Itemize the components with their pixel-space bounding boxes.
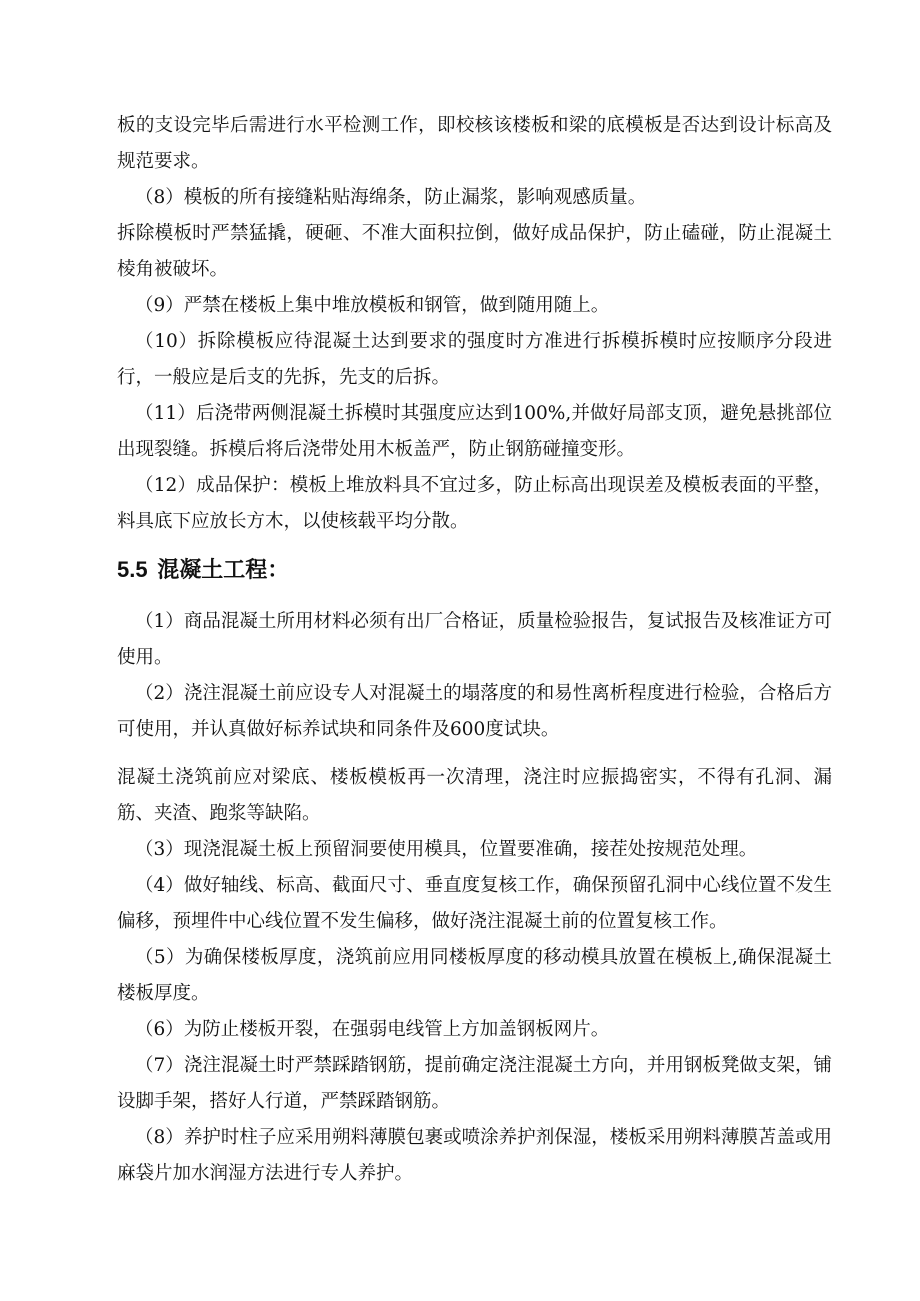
paragraph-formwork-leveling: 板的支设完毕后需进行水平检测工作，即校核该楼板和梁的底模板是否达到设计标高及规范要求。 (117, 115, 832, 172)
paragraph-item-8-sponge-strips: （8）模板的所有接缝粘贴海绵条，防止漏浆，影响观感质量。 (135, 187, 647, 208)
paragraph-formwork-removal: 拆除模板时严禁猛撬，硬砸、不准大面积拉倒，做好成品保护，防止磕碰，防止混凝土棱角被破坏。 (117, 223, 832, 280)
paragraph-item-11-post-pour-strip: （11）后浇带两侧混凝土拆模时其强度应达到100%,并做好局部支顶，避免悬挑部位出现裂缝。拆模后将后浇带处用木板盖严，防止钢筋碰撞变形。 (117, 403, 832, 460)
paragraph-concrete-cleaning: 混凝土浇筑前应对梁底、楼板模板再一次清理，浇注时应振捣密实，不得有孔洞、漏筋、夹渣、跑浆等缺陷。 (117, 767, 832, 824)
paragraph-concrete-item-5: （5）为确保楼板厚度，浇筑前应用同楼板厚度的移动模具放置在模板上,确保混凝土楼板厚度。 (117, 947, 832, 1004)
section-number: 5.5 (117, 557, 148, 582)
paragraph-concrete-item-6: （6）为防止楼板开裂，在强弱电线管上方加盖钢板网片。 (135, 1019, 610, 1040)
section-heading (117, 554, 832, 586)
paragraph-concrete-item-8: （8）养护时柱子应采用朔料薄膜包裹或喷涂养护剂保湿，楼板采用朔料薄膜苫盖或用麻袋片加水润湿方法进行专人养护。 (117, 1127, 832, 1184)
paragraph-item-12-product-protection: （12）成品保护：模板上堆放料具不宜过多，防止标高出现误差及模板表面的平整，料具底下应放长方木，以使核载平均分散。 (117, 475, 832, 532)
paragraph-concrete-item-3: （3）现浇混凝土板上预留洞要使用模具，位置要准确，接茬处按规范处理。 (135, 839, 758, 860)
section-title: 混凝土工程： (157, 557, 290, 583)
paragraph-item-10-removal-order: （10）拆除模板应待混凝土达到要求的强度时方准进行拆模拆模时应按顺序分段进行，一般应是后支的先拆，先支的后拆。 (117, 331, 832, 388)
document-body (117, 108, 832, 1192)
paragraph-concrete-item-7: （7）浇注混凝土时严禁踩踏钢筋，提前确定浇注混凝土方向，并用钢板凳做支架，铺设脚手架，搭好人行道，严禁踩踏钢筋。 (117, 1055, 832, 1112)
paragraph-concrete-item-2: （2）浇注混凝土前应设专人对混凝土的塌落度的和易性离析程度进行检验，合格后方可使用，并认真做好标养试块和同条件及600度试块。 (117, 683, 832, 740)
paragraph-concrete-item-4: （4）做好轴线、标高、截面尺寸、垂直度复核工作，确保预留孔洞中心线位置不发生偏移，预埋件中心线位置不发生偏移，做好浇注混凝土前的位置复核工作。 (117, 875, 832, 932)
paragraph-item-9-stacking: （9）严禁在楼板上集中堆放模板和钢管，做到随用随上。 (135, 295, 610, 316)
paragraph-concrete-item-1: （1）商品混凝土所用材料必须有出厂合格证，质量检验报告，复试报告及核准证方可使用。 (117, 611, 832, 668)
